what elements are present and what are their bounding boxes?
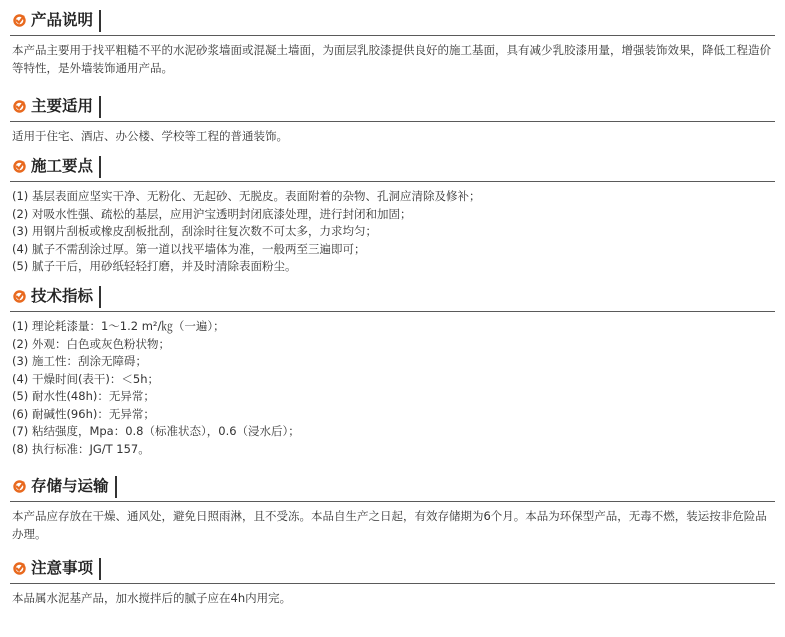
section-storage-transport [10, 472, 775, 554]
section-precautions [10, 554, 775, 614]
section-technical-specs [10, 282, 775, 472]
section-body [10, 312, 775, 458]
section-title: 技术指标 [31, 286, 101, 308]
section-title: 存储与运输 [31, 476, 117, 498]
construction-list [12, 188, 773, 276]
section-header [10, 282, 775, 312]
section-body [10, 36, 775, 77]
orange-bullet-icon [13, 480, 26, 493]
section-body [10, 182, 775, 276]
list-item: (5) 耐水性(48h)：无异常； [12, 389, 155, 403]
section-header [10, 472, 775, 502]
orange-bullet-icon [13, 100, 26, 113]
list-item: (4) 干燥时间(表干)：＜5h； [12, 371, 160, 386]
section-paragraph: 本产品应存放在干燥、通风处，避免日照雨淋，且不受冻。本品自生产之日起，有效存储期为6个月。本品为环保型产品，无毒不燃，装运按非危险品办理。 [12, 509, 767, 541]
section-body [10, 502, 775, 543]
section-header [10, 92, 775, 122]
list-item: (3) 用钢片刮板或橡皮刮板批刮，刮涂时往复次数不可太多，力求均匀； [12, 224, 377, 238]
list-item: (4) 腻子不需刮涂过厚。第一道以找平墙体为准，一般两至三遍即可； [12, 241, 366, 256]
list-item: (2) 对吸水性强、疏松的基层，应用沪宝透明封闭底漆处理，进行封闭和加固； [12, 206, 412, 221]
orange-bullet-icon [13, 160, 26, 173]
list-item: (2) 外观：白色或灰色粉状物； [12, 336, 170, 351]
section-paragraph: 本品属水泥基产品，加水搅拌后的腻子应在4h内用完。 [12, 591, 292, 605]
section-header [10, 6, 775, 36]
section-title: 主要适用 [31, 96, 101, 118]
list-item: (7) 粘结强度，Mpa：0.8（标准状态），0.6（浸水后）； [12, 424, 300, 438]
section-body [10, 584, 775, 608]
section-paragraph: 本产品主要用于找平粗糙不平的水泥砂浆墙面或混凝土墙面，为面层乳胶漆提供良好的施工基面，具有减少乳胶漆用量，增强装饰效果，降低工程造价等特性，是外墙装饰通用产品。 [12, 43, 771, 75]
list-item: (8) 执行标准：JG/T 157。 [12, 441, 150, 456]
section-construction-points [10, 152, 775, 282]
section-title: 注意事项 [31, 558, 101, 580]
list-item: (6) 耐碱性(96h)：无异常； [12, 406, 155, 421]
section-main-applications [10, 92, 775, 152]
spec-list [12, 318, 773, 458]
list-item: (3) 施工性：刮涂无障碍； [12, 354, 147, 368]
section-header [10, 554, 775, 584]
section-header [10, 152, 775, 182]
orange-bullet-icon [13, 14, 26, 27]
list-item: (1) 基层表面应坚实干净、无粉化、无起砂、无脱皮。表面附着的杂物、孔洞应清除及修补； [12, 189, 481, 203]
list-item: (1) 理论耗漆量：1～1.2 m²/㎏（一遍）； [12, 319, 225, 333]
section-product-description [10, 6, 775, 92]
list-item: (5) 腻子干后，用砂纸轻轻打磨，并及时清除表面粉尘。 [12, 259, 297, 273]
section-title: 产品说明 [31, 10, 101, 32]
orange-bullet-icon [13, 562, 26, 575]
section-body [10, 122, 775, 146]
section-title: 施工要点 [31, 156, 101, 178]
orange-bullet-icon [13, 290, 26, 303]
section-paragraph: 适用于住宅、酒店、办公楼、学校等工程的普通装饰。 [12, 129, 288, 143]
